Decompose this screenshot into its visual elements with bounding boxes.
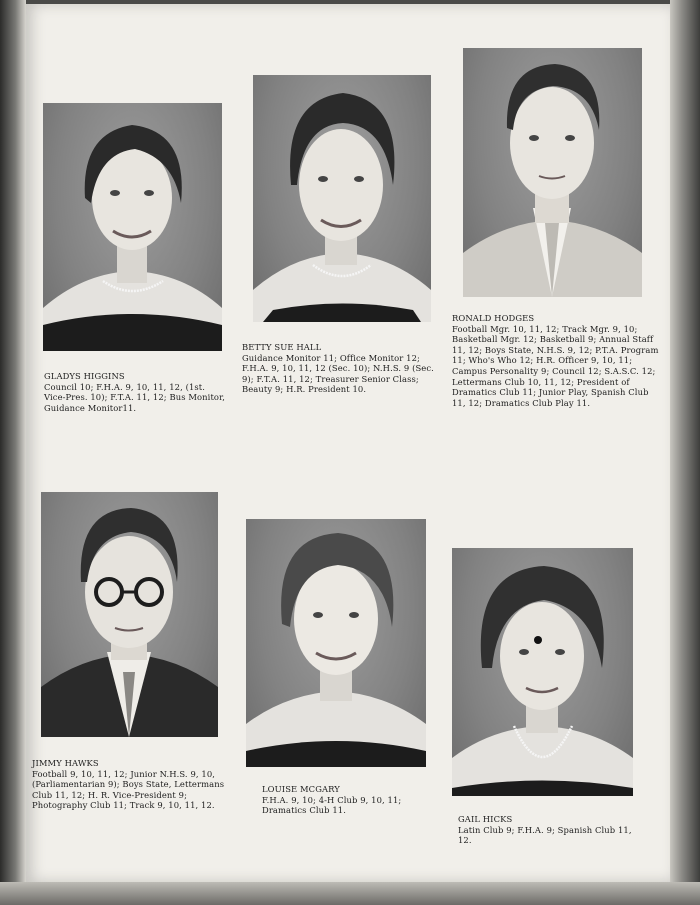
page-edge-bottom	[0, 882, 700, 905]
student-name: LOUISE MCGARY	[262, 784, 340, 794]
student-activities: Council 10; F.H.A. 9, 10, 11, 12, (1st. Vice-Pres. 10); F.T.A. 11, 12; Bus Monitor, Guidance Monitor11.	[44, 381, 226, 413]
student-name: JIMMY HAWKS	[32, 758, 99, 768]
book-gutter	[0, 0, 26, 905]
student-name: BETTY SUE HALL	[242, 342, 322, 352]
caption-louise-mcgary	[262, 784, 434, 816]
student-name: GLADYS HIGGINS	[44, 371, 125, 381]
portrait-jimmy-hawks	[41, 492, 218, 737]
student-name: GAIL HICKS	[458, 814, 513, 824]
portrait-louise-mcgary	[246, 519, 426, 767]
student-activities: F.H.A. 9, 10; 4-H Club 9, 10, 11; Dramatics Club 11.	[262, 794, 402, 816]
portrait-gladys-higgins	[43, 103, 222, 351]
caption-gladys-higgins	[44, 371, 229, 413]
student-activities: Football Mgr. 10, 11, 12; Track Mgr. 9, 10; Basketball Mgr. 12; Basketball 9; Annual Staff 11, 12; Boys State, N.H.S. 9, 12; P.T.A. Program 11; Who's Who 12; H.R. Officer 9, 10, 11; Campus Personality 9; Council 12; S.A.S.C. 12; Lettermans Club 10, 11, 12; President of Dramatics Club 11; Junior Play, Spanish Club 11, 12; Dramatics Club Play 11.	[452, 323, 659, 408]
caption-jimmy-hawks	[32, 758, 232, 811]
student-name: RONALD HODGES	[452, 313, 535, 323]
caption-ronald-hodges	[452, 313, 662, 408]
portrait-gail-hicks	[452, 548, 633, 796]
student-activities: Football 9, 10, 11, 12; Junior N.H.S. 9, 10, (Parliamentarian 9); Boys State, Lettermans Club 11, 12; H. R. Vice-President 9; Photography Club 11; Track 9, 10, 11, 12.	[32, 768, 225, 811]
page-edge-right	[670, 0, 700, 905]
portrait-ronald-hodges	[463, 48, 642, 297]
student-activities: Latin Club 9; F.H.A. 9; Spanish Club 11, 12.	[458, 824, 632, 846]
caption-betty-sue-hall	[242, 342, 440, 395]
portrait-betty-sue-hall	[253, 75, 431, 322]
student-activities: Guidance Monitor 11; Office Monitor 12; F.H.A. 9, 10, 11, 12 (Sec. 10); N.H.S. 9 (Sec. 9); F.T.A. 11, 12; Treasurer Senior Class; Beauty 9; H.R. President 10.	[242, 352, 434, 395]
caption-gail-hicks	[458, 814, 638, 846]
